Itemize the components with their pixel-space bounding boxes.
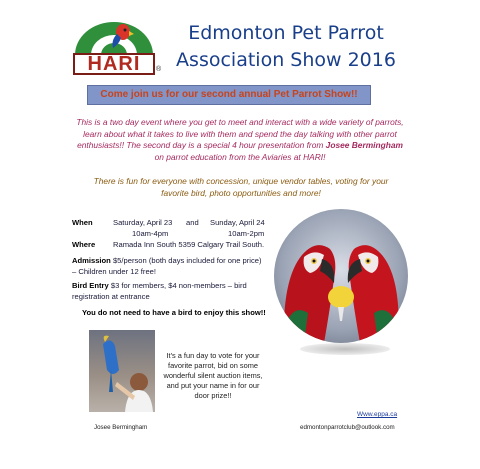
- when-day2: [210, 218, 265, 239]
- invite-banner: Come join us for our second annual Pet Parrot Show!!: [87, 85, 371, 105]
- macaw-pair-icon: [274, 209, 408, 343]
- title-line-2: Association Show 2016: [176, 49, 396, 71]
- bird-entry: [72, 281, 272, 302]
- intro-text-2: on parrot education from the Aviaries at HARI!: [154, 151, 326, 162]
- when-label: When: [72, 218, 93, 227]
- bird-entry-label: Bird Entry: [72, 281, 109, 290]
- bird-entry-line-2: registration at entrance: [72, 291, 150, 301]
- hari-logo: [73, 22, 163, 77]
- website-link[interactable]: Www.eppa.ca: [357, 411, 398, 418]
- admission-line-2: – Children under 12 free!: [72, 266, 157, 276]
- bird-entry-line-1: $3 for members, $4 non-members – bird: [110, 281, 247, 290]
- contact-email: edmontonparrotclub@outlook.com: [300, 424, 395, 431]
- where-value: Ramada Inn South 5359 Calgary Trail South.: [113, 240, 265, 249]
- presenter-name: Josee Bermingham: [325, 140, 403, 150]
- intro-text-1: This is a two day event where you get to meet and interact with a wide variety of parrots, learn about what it takes to live with them and spend the day talking with other parrot enthusiasts!! The second day is a special 4 hour presentation from: [76, 117, 404, 150]
- day1-time: 10am-4pm: [132, 228, 169, 238]
- title-line-1: Edmonton Pet Parrot: [188, 22, 384, 44]
- day1-date: Saturday, April 23: [113, 218, 173, 227]
- fun-paragraph: There is fun for everyone with concession, unique vendor tables, voting for your favorite bird, photo opportunities and more!: [93, 176, 389, 198]
- admission-line-1: $5/person (both days included for one price): [112, 256, 262, 265]
- macaw-pair-photo: [274, 209, 408, 343]
- when-and: and: [186, 218, 199, 227]
- logo-wordmark: HARI: [73, 53, 155, 75]
- photo-shadow: [300, 343, 390, 355]
- day2-date: Sunday, April 24: [210, 218, 265, 227]
- parrot-logo-icon: [73, 22, 155, 56]
- when-day1: [113, 218, 172, 239]
- admission: [72, 256, 272, 277]
- presenter-photo: [89, 330, 155, 412]
- intro-paragraph: [72, 117, 408, 163]
- person-with-parrot-icon: [89, 330, 155, 412]
- fun-day-text: It's a fun day to vote for your favorite parrot, bid on some wonderful silent auction items, and put your name in for our door prize!!: [163, 351, 263, 400]
- no-bird-needed: You do not need to have a bird to enjoy this show!!: [82, 308, 266, 317]
- admission-label: Admission: [72, 256, 111, 265]
- page-title: [166, 20, 406, 74]
- where-label: Where: [72, 240, 96, 249]
- day2-time: 10am-2pm: [228, 228, 265, 238]
- photo-caption: Josee Bermingham: [94, 424, 148, 431]
- registered-mark: ®: [156, 66, 162, 73]
